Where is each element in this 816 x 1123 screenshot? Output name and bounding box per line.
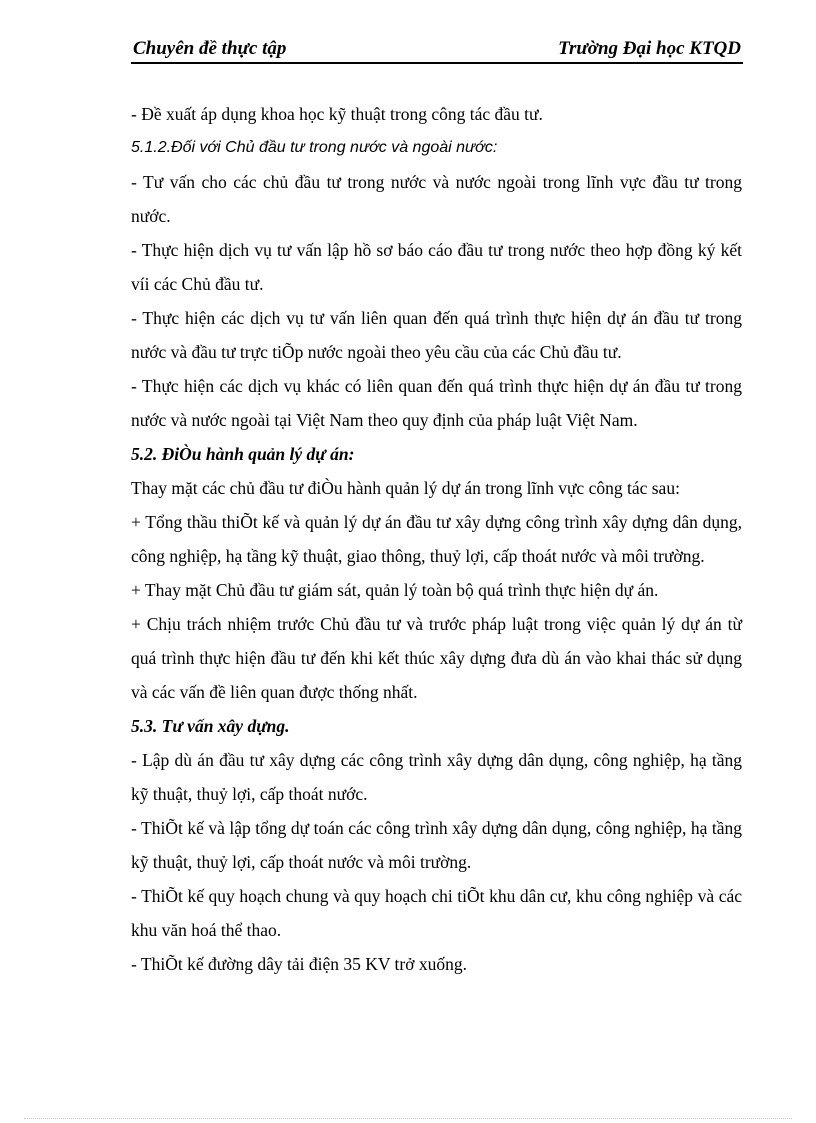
page-bottom-divider	[24, 1118, 792, 1119]
paragraph: Thay mặt các chủ đầu tư điÒu hành quản lý dự án trong lĩnh vực công tác sau:	[131, 478, 680, 498]
paragraph: - Lập dù án đầu tư xây dựng các công trình xây dựng dân dụng, công nghiệp, hạ tầng kỹ thuật, thuỷ lợi, cấp thoát nước.	[131, 750, 742, 804]
paragraph: - ThiÕt kế quy hoạch chung và quy hoạch chi tiÕt khu dân cư, khu công nghiệp và các khu văn hoá thể thao.	[131, 886, 742, 940]
section-heading: 5.2. ĐiÒu hành quản lý dự án:	[131, 444, 355, 464]
paragraph: + Chịu trách nhiệm trước Chủ đầu tư và trước pháp luật trong việc quản lý dự án từ quá trình thực hiện đầu tư đến khi kết thúc xây dựng đưa dù án vào khai thác sử dụng và các vấn đề liên quan được thống nhất.	[131, 614, 742, 702]
page-header	[131, 34, 743, 64]
header-left-title: Chuyên đề thực tập	[133, 38, 287, 59]
section-heading: 5.3. Tư vấn xây dựng.	[131, 716, 290, 736]
document-body	[131, 97, 742, 981]
subsection-heading: 5.1.2.Đối với Chủ đầu tư trong nước và ngoài nước:	[131, 139, 498, 156]
paragraph: - Thực hiện các dịch vụ khác có liên quan đến quá trình thực hiện dự án đầu tư trong nước và nước ngoài tại Việt Nam theo quy định của pháp luật Việt Nam.	[131, 376, 742, 430]
paragraph: + Thay mặt Chủ đầu tư giám sát, quản lý toàn bộ quá trình thực hiện dự án.	[131, 580, 659, 600]
paragraph: - Thực hiện dịch vụ tư vấn lập hồ sơ báo cáo đầu tư trong nước theo hợp đồng ký kết víi các Chủ đầu tư.	[131, 240, 742, 294]
paragraph: - Đề xuất áp dụng khoa học kỹ thuật trong công tác đầu tư.	[131, 104, 543, 124]
paragraph: + Tổng thầu thiÕt kế và quản lý dự án đầu tư xây dựng công trình xây dựng dân dụng, công nghiệp, hạ tầng kỹ thuật, giao thông, thuỷ lợi, cấp thoát nước và môi trường.	[131, 512, 742, 566]
paragraph: - ThiÕt kế đường dây tải điện 35 KV trở xuống.	[131, 954, 467, 974]
paragraph: - Tư vấn cho các chủ đầu tư trong nước và nước ngoài trong lĩnh vực đầu tư trong nước.	[131, 172, 742, 226]
paragraph: - ThiÕt kế và lập tổng dự toán các công trình xây dựng dân dụng, công nghiệp, hạ tầng kỹ thuật, thuỷ lợi, cấp thoát nước và môi trường.	[131, 818, 742, 872]
header-right-title: Trường Đại học KTQD	[558, 38, 741, 59]
paragraph: - Thực hiện các dịch vụ tư vấn liên quan đến quá trình thực hiện dự án đầu tư trong nước và đầu tư trực tiÕp nước ngoài theo yêu cầu của các Chủ đầu tư.	[131, 308, 742, 362]
